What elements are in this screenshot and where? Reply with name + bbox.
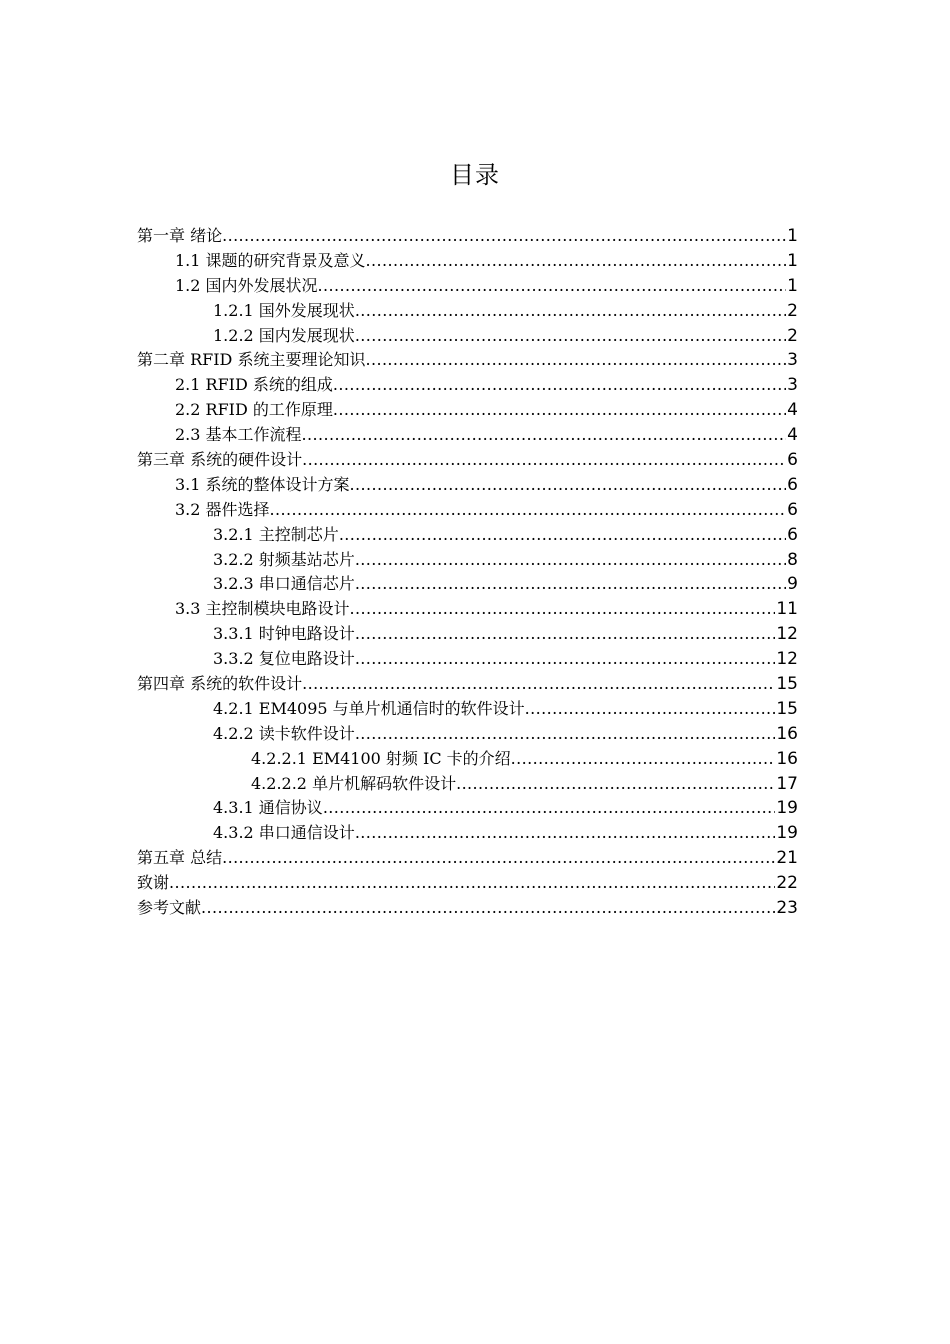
toc-entry[interactable] [137, 896, 798, 921]
toc-dot-leader [302, 423, 787, 448]
toc-entry[interactable] [137, 473, 798, 498]
toc-entry[interactable] [137, 622, 798, 647]
toc-entry-page-number: 16 [776, 723, 798, 744]
toc-entry[interactable] [137, 722, 798, 747]
toc-dot-leader [222, 846, 775, 871]
toc-dot-leader [323, 796, 776, 821]
toc-dot-leader [333, 373, 786, 398]
toc-entry-page-number: 4 [787, 425, 798, 446]
toc-entry-page-number: 1 [787, 226, 798, 246]
toc-entry-label: 2.2 RFID 的工作原理 [175, 400, 333, 420]
toc-entry-page-number: 6 [787, 450, 798, 471]
toc-entry[interactable] [137, 398, 798, 423]
toc-dot-leader [355, 572, 786, 597]
toc-entry-label: 4.2.2.2 单片机解码软件设计 [251, 773, 457, 793]
toc-entry-page-number: 15 [776, 674, 798, 695]
toc-entry-label: 2.3 基本工作流程 [175, 425, 302, 445]
toc-dot-leader [456, 772, 775, 797]
toc-entry-page-number: 12 [776, 624, 798, 645]
toc-dot-leader [169, 871, 775, 896]
toc-entry-label: 3.2.2 射频基站芯片 [213, 549, 355, 569]
toc-entry[interactable] [137, 299, 798, 324]
toc-entry-page-number: 3 [787, 375, 798, 396]
toc-entry-page-number: 6 [787, 474, 798, 495]
toc-entry-label: 第一章 绪论 [137, 226, 223, 245]
toc-dot-leader [355, 299, 786, 324]
toc-dot-leader [511, 747, 776, 772]
toc-dot-leader [525, 697, 776, 722]
toc-entry-page-number: 4 [787, 400, 798, 421]
toc-dot-leader [201, 896, 775, 921]
toc-entry-page-number: 11 [776, 599, 798, 620]
toc-entry-page-number: 3 [787, 350, 798, 371]
toc-entry[interactable] [137, 846, 798, 871]
toc-entry[interactable] [137, 672, 798, 697]
toc-entry[interactable] [137, 373, 798, 398]
toc-entry[interactable] [137, 249, 798, 274]
toc-entry[interactable] [137, 498, 798, 523]
toc-entry[interactable] [137, 348, 798, 373]
toc-dot-leader [355, 548, 786, 573]
toc-entry-label: 3.2 器件选择 [175, 499, 270, 519]
toc-dot-leader [270, 498, 787, 523]
toc-entry[interactable] [137, 572, 798, 597]
toc-entry-page-number: 19 [776, 798, 798, 819]
toc-dot-leader [355, 324, 786, 349]
toc-entry-label: 2.1 RFID 系统的组成 [175, 375, 333, 395]
toc-entry-label: 3.3.1 时钟电路设计 [213, 624, 355, 644]
toc-entry-label: 3.1 系统的整体设计方案 [175, 474, 350, 494]
toc-dot-leader [355, 821, 776, 846]
toc-entry-page-number: 6 [787, 499, 798, 520]
toc-entry-page-number: 17 [776, 773, 798, 794]
toc-entry-label: 4.2.2 读卡软件设计 [213, 723, 355, 743]
toc-entry-label: 第二章 RFID 系统主要理论知识 [137, 350, 366, 370]
toc-entry-page-number: 16 [776, 748, 798, 769]
toc-entry-label: 3.2.1 主控制芯片 [213, 524, 339, 544]
toc-entry-page-number: 8 [787, 549, 798, 570]
toc-entry-label: 4.3.2 串口通信设计 [213, 823, 355, 843]
toc-dot-leader [365, 348, 786, 373]
toc-entry[interactable] [137, 224, 798, 249]
toc-entry-label: 4.2.2.1 EM4100 射频 IC 卡的介绍 [251, 748, 511, 768]
toc-entry-page-number: 22 [776, 873, 798, 894]
toc-entry-label: 4.2.1 EM4095 与单片机通信时的软件设计 [213, 698, 525, 718]
toc-entry[interactable] [137, 772, 798, 797]
toc-entry[interactable] [137, 697, 798, 722]
toc-entry[interactable] [137, 871, 798, 896]
toc-entry-label: 1.1 课题的研究背景及意义 [175, 250, 366, 270]
toc-dot-leader [339, 523, 786, 548]
toc-dot-leader [302, 448, 786, 473]
toc-entry-label: 3.3 主控制模块电路设计 [175, 599, 350, 619]
toc-dot-leader [302, 672, 775, 697]
toc-entry-page-number: 12 [776, 649, 798, 670]
toc-entry[interactable] [137, 647, 798, 672]
toc-dot-leader [222, 224, 786, 249]
toc-entry-page-number: 1 [787, 275, 798, 296]
toc-entry-label: 4.3.1 通信协议 [213, 798, 323, 818]
toc-entry-page-number: 2 [787, 300, 798, 321]
toc-entry-label: 1.2 国内外发展状况 [175, 275, 318, 295]
toc-dot-leader [355, 622, 776, 647]
toc-entry-page-number: 19 [776, 823, 798, 844]
toc-entry[interactable] [137, 548, 798, 573]
toc-entry-label: 3.2.3 串口通信芯片 [213, 574, 355, 594]
toc-entry[interactable] [137, 597, 798, 622]
toc-entry-label: 致谢 [137, 873, 170, 893]
toc-entry[interactable] [137, 747, 798, 772]
toc-entry-page-number: 1 [787, 250, 798, 271]
toc-dot-leader [350, 597, 776, 622]
toc-entry-label: 参考文献 [137, 898, 202, 918]
toc-entry[interactable] [137, 796, 798, 821]
toc-entry[interactable] [137, 523, 798, 548]
toc-entry-page-number: 23 [776, 898, 798, 919]
toc-entry-label: 第五章 总结 [137, 848, 223, 868]
toc-entry[interactable] [137, 274, 798, 299]
toc-entry[interactable] [137, 324, 798, 349]
toc-entry-label: 3.3.2 复位电路设计 [213, 649, 355, 669]
toc-dot-leader [350, 473, 787, 498]
toc-entry-label: 第四章 系统的软件设计 [137, 674, 303, 694]
toc-entry-page-number: 6 [787, 524, 798, 545]
toc-title: 目录 [450, 161, 500, 189]
toc-entry-page-number: 2 [787, 325, 798, 346]
toc-dot-leader [333, 398, 786, 423]
toc-entry-label: 第三章 系统的硬件设计 [137, 450, 303, 470]
toc-entry[interactable] [137, 423, 798, 448]
toc-entry-label: 1.2.1 国外发展现状 [213, 300, 355, 320]
toc-dot-leader [355, 647, 776, 672]
toc-dot-leader [355, 722, 776, 747]
toc-entry[interactable] [137, 821, 798, 846]
toc-dot-leader [318, 274, 787, 299]
toc-dot-leader [366, 249, 787, 274]
toc-entry-page-number: 9 [787, 574, 798, 595]
table-of-contents [137, 224, 798, 921]
toc-entry-label: 1.2.2 国内发展现状 [213, 325, 355, 345]
toc-entry-page-number: 15 [776, 698, 798, 719]
toc-entry-page-number: 21 [776, 848, 798, 869]
toc-entry[interactable] [137, 448, 798, 473]
